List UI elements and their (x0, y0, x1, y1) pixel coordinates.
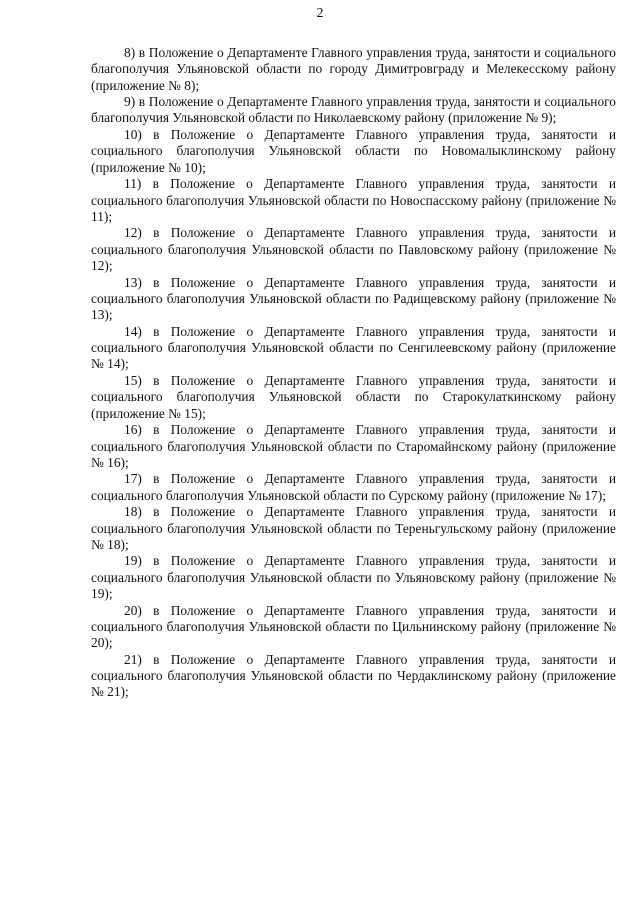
page-number: 2 (316, 6, 324, 21)
list-item-14: 14) в Положение о Департаменте Главного управления труда, занятости и социального благополучия Ульяновской области по Сенгилеевскому району (приложение № 14); (91, 323, 616, 372)
list-item-17: 17) в Положение о Департаменте Главного управления труда, занятости и социального благополучия Ульяновской области по Сурскому району (приложение № 17); (91, 471, 616, 503)
list-item-8: 8) в Положение о Департаменте Главного управления труда, занятости и социального благополучия Ульяновской области по городу Димитровграду и Мелекесскому району (приложение № 8); (91, 45, 616, 93)
list-item-9: 9) в Положение о Департаменте Главного управления труда, занятости и социального благополучия Ульяновской области по Николаевскому району (приложение № 9); (91, 94, 616, 126)
list-item-15: 15) в Положение о Департаменте Главного управления труда, занятости и социального благополучия Ульяновской области по Старокулаткинскому району (приложение № 15); (91, 373, 616, 421)
list-item-12: 12) в Положение о Департаменте Главного управления труда, занятости и социального благополучия Ульяновской области по Павловскому району (приложение № 12); (91, 225, 616, 274)
list-item-11: 11) в Положение о Департаменте Главного управления труда, занятости и социального благополучия Ульяновской области по Новоспасскому району (приложение № 11); (91, 176, 616, 224)
list-item-16: 16) в Положение о Департаменте Главного управления труда, занятости и социального благополучия Ульяновской области по Старомайнскому району (приложение № 16); (91, 422, 616, 470)
list-item-10: 10) в Положение о Департаменте Главного управления труда, занятости и социального благополучия Ульяновской области по Новомалыклинскому району (приложение № 10); (91, 127, 616, 175)
list-item-21: 21) в Положение о Департаменте Главного управления труда, занятости и социального благополучия Ульяновской области по Чердаклинскому району (приложение № 21); (91, 651, 616, 700)
list-item-20: 20) в Положение о Департаменте Главного управления труда, занятости и социального благополучия Ульяновской области по Цильнинскому району (приложение № 20); (91, 602, 616, 651)
list-item-18: 18) в Положение о Департаменте Главного управления труда, занятости и социального благополучия Ульяновской области по Тереньгульскому району (приложение № 18); (91, 504, 616, 552)
list-item-13: 13) в Положение о Департаменте Главного управления труда, занятости и социального благополучия Ульяновской области по Радищевскому району (приложение № 13); (91, 274, 616, 323)
list-item-19: 19) в Положение о Департаменте Главного управления труда, занятости и социального благополучия Ульяновской области по Ульяновскому району (приложение № 19); (91, 553, 616, 602)
document-body (91, 45, 616, 701)
